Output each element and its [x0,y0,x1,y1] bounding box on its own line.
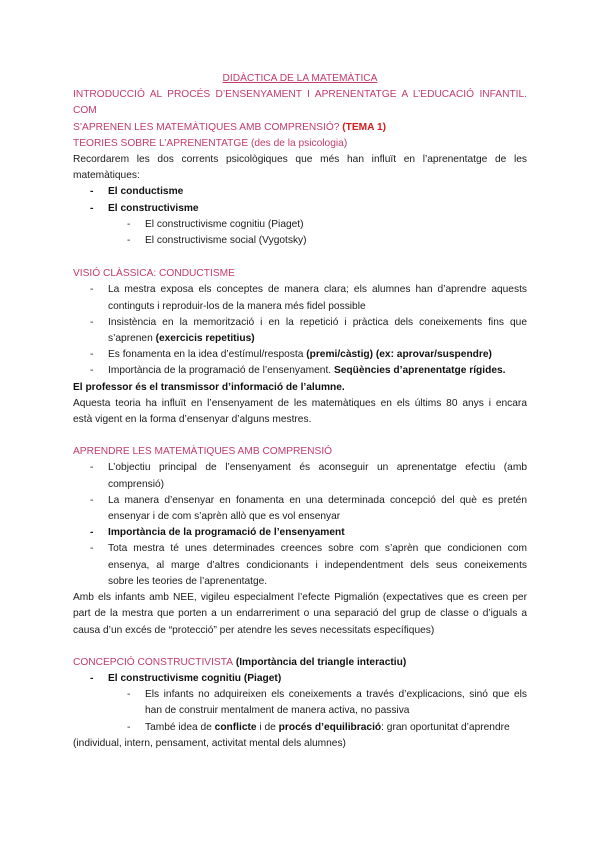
constructivist-sub-2-bold-2: procés d’equilibració [278,721,382,733]
constructivism-types-list [73,217,527,249]
intro-line-2 [73,120,527,136]
classic-heading: VISIÓ CLÀSSICA: CONDUCTISME [73,268,235,280]
intro-line-1: INTRODUCCIÓ AL PROCÉS D’ENSENYAMENT I APRENENTATGE A L’EDUCACIÓ INFANTIL. COM [73,89,527,117]
list-item: - El constructivisme cognitiu (Piaget) [73,217,527,233]
classic-item-4-text: Importància de la programació de l’ensenyament. [108,365,334,377]
classic-influence-line-1: Aquesta teoria ha influït en l’ensenyament de les matemàtiques en els últims 80 anys i encara [73,397,527,409]
classic-list [73,282,527,379]
comprehension-item-4-line-2: ensenya, al marge d’altres condicionants i independentment dels seus coneixements [108,559,527,571]
document-title: DIDÀCTICA DE LA MATEMÀTICA [222,73,378,84]
list-item [73,315,527,347]
list-item: - Importància de la programació de l’ensenyament [73,525,527,541]
document-body [73,71,527,752]
constructivist-heading [73,655,527,671]
classic-item-2-line-1: - Insistència en la memorització i en la repetició i pràctica dels coneixements fins que [108,316,527,328]
classic-item-3-bold: (premi/càstig) (ex: aprovar/suspendre) [306,349,492,361]
constructivist-sub-2-mid: i de [256,721,279,733]
constructivist-sub-list [73,687,527,736]
classic-item-4-bold: Seqüències d’aprenentatge rígides. [333,365,506,377]
theories-heading: TEORIES SOBRE L’APRENENTATGE (des de la psicologia) [73,137,348,149]
list-item [73,687,527,719]
list-item [73,460,527,492]
constructivist-sub-2-post: : gran oportunitat d’aprendre [381,721,510,733]
intro-line-2-text: S’APRENEN LES MATEMÀTIQUES AMB COMPRENSIÓ? [73,121,340,133]
comprehension-heading: APRENDRE LES MATEMÀTIQUES AMB COMPRENSIÓ [73,446,333,458]
classic-item-2-bold: (exercicis repetitius) [155,333,255,345]
constructivist-sub-2-bold-1: conflicte [214,721,257,733]
list-item: - El constructivisme social (Vygotsky) [73,233,527,249]
list-item: - El conductisme [73,184,527,200]
constructivist-sub-1-line-2: han de construir mentalment de manera activa, no passiva [145,705,410,717]
list-item [73,282,527,314]
classic-item-1-line-1: - La mestra exposa els conceptes de manera clara; els alumnes han d’aprendre aquests [108,284,527,296]
list-item [73,541,527,590]
comprehension-item-1-line-2: comprensió) [108,478,165,490]
classic-item-1-line-2: continguts i reproduir-los de la manera més fidel possible [108,300,366,312]
nee-line-1: Amb els infants amb NEE, vigileu especialment l’efecte Pigmalión (expectatives que es creen per [73,592,527,604]
recall-line-1: Recordarem les dos corrents psicològiques que més han influït en l’aprenentatge de les [73,154,527,166]
classic-influence-line-2: està vigent en la forma d’ensenyar d’alguns mestres. [73,414,312,426]
constructivist-sub-2-line-2: (individual, intern, pensament, activitat mental dels alumnes) [73,737,346,749]
classic-item-2-line-2 [108,331,527,347]
list-item [73,493,527,525]
classic-item-3-text: Es fonamenta en la idea d’estímul/resposta [108,349,307,361]
currents-list [73,184,527,216]
comprehension-item-4-line-3: sobre les teories de l’aprenentatge. [108,575,268,587]
comprehension-list [73,460,527,590]
nee-line-3: causa d’un excés de “protecció” per atendre les seves necessitats específiques) [73,624,435,636]
classic-item-2-text: s’aprenen [108,333,156,345]
recall-line-2: matemàtiques: [73,170,140,182]
comprehension-item-2-line-2: ensenyar i de com s’aprèn allò que es vol ensenyar [108,511,341,523]
classic-teacher: El professor és el transmissor d’informació de l’alumne. [73,381,345,393]
list-item: - El constructivisme [73,201,527,217]
intro-tag: (TEMA 1) [339,121,387,133]
constructivist-heading-bold: (Importància del triangle interactiu) [233,656,407,668]
constructivist-heading-text: CONCEPCIÓ CONSTRUCTIVISTA [73,656,233,668]
list-item [73,720,527,736]
comprehension-item-4-line-1: - Tota mestra té unes determinades creences sobre com s’aprèn que condicionen com [108,543,527,555]
comprehension-item-1-line-1: - L’objectiu principal de l’ensenyament és aconseguir un aprenentatge efectiu (amb [108,462,527,474]
constructivist-sub-1-line-1: - Els infants no adquireixen els coneixements a través d’explicacions, sinó que els [145,689,527,701]
list-item [73,363,527,379]
constructivist-list [73,671,527,687]
list-item [73,347,527,363]
comprehension-item-2-line-1: - La manera d’ensenyar en fonamenta en una determinada concepció del què es pretén [108,494,527,506]
constructivist-sub-2-pre: També idea de [145,721,215,733]
nee-line-2: part de la mestra que porten a un endarreriment o una separació del grup de classe o d’iguals a [73,608,527,620]
list-item: - El constructivisme cognitiu (Piaget) [73,671,527,687]
